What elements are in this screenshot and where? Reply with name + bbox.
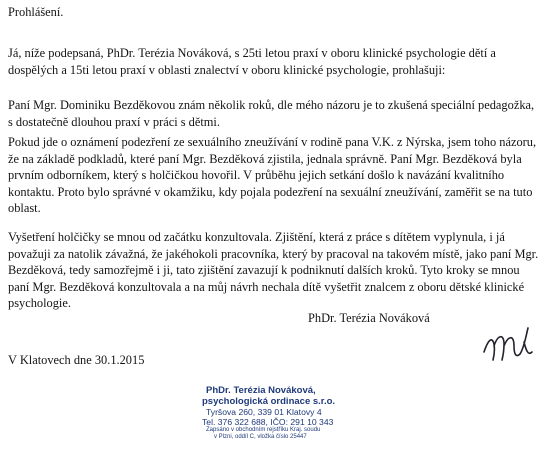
paragraph-acquaintance: Paní Mgr. Dominiku Bezděkovou znám několik roků, dle mého názoru je to zkušená speciální pedagožka, s dostatečně dlouhou praxí v práci s dětmi. (8, 98, 535, 129)
company-stamp (200, 386, 375, 454)
paragraph-suspicion: Pokud jde o oznámení podezření ze sexuálního zneužívání v rodině pana V.K. z Nýrska, jsem toho názoru, že na základě podkladů, které paní Mgr. Bezděková zjistila, jednala správně. Paní Mgr. Bezděková byla prvním odborníkem, který s holčičkou hovořil. V průběhu jejich setkání došlo k navázání kvalitního kontaktu. Proto bylo správné v okamžiku, kdy pojala podezření na sexuální zneužívání, zaměřit se na tuto oblast. (8, 135, 537, 216)
paragraph-qualifications: Já, níže podepsaná, PhDr. Terézia Nováková, s 25ti letou praxí v oboru klinické psychologie dětí a dospělých a 15ti letou praxí v oblasti znalectví v oboru klinické psychologie, prohlašuji: (8, 46, 496, 77)
signatory-name: PhDr. Terézia Nováková (308, 311, 430, 325)
stamp-register-line-2: v Plzni, oddíl C, vložka číslo 25447 (214, 434, 307, 440)
document-heading: Prohlášení. (8, 5, 64, 19)
handwritten-signature (480, 322, 536, 366)
stamp-register-line-1: Zapsáno v obchodním rejstříku Kraj. soudu (206, 427, 321, 433)
stamp-address: Tyršova 260, 339 01 Klatovy 4 (206, 407, 322, 417)
stamp-name: PhDr. Terézia Nováková, (206, 385, 316, 396)
paragraph-consultation: Vyšetření holčičky se mnou od začátku konzultovala. Zjištění, která z práce s dítětem vyplynula, i já považuji za natolik závažná, že jakéhokoli pracovníka, který by pracoval na takovém místě, jako paní Mgr. Bezděková, tedy samozřejmě i ji, tato zjištění zavazují k podniknutí dalších kroků. Tyto kroky se mnou paní Mgr. Bezděková konzultovala a na můj návrh nechala dítě vyšetřit znalcem z oboru dětské klinické psychologie. (8, 230, 539, 311)
place-and-date: V Klatovech dne 30.1.2015 (8, 353, 145, 367)
stamp-firm: psychologická ordinace s.r.o. (202, 395, 336, 407)
stamp-phone-ico: Tel. 376 322 688, IČO: 291 10 343 (202, 417, 334, 427)
